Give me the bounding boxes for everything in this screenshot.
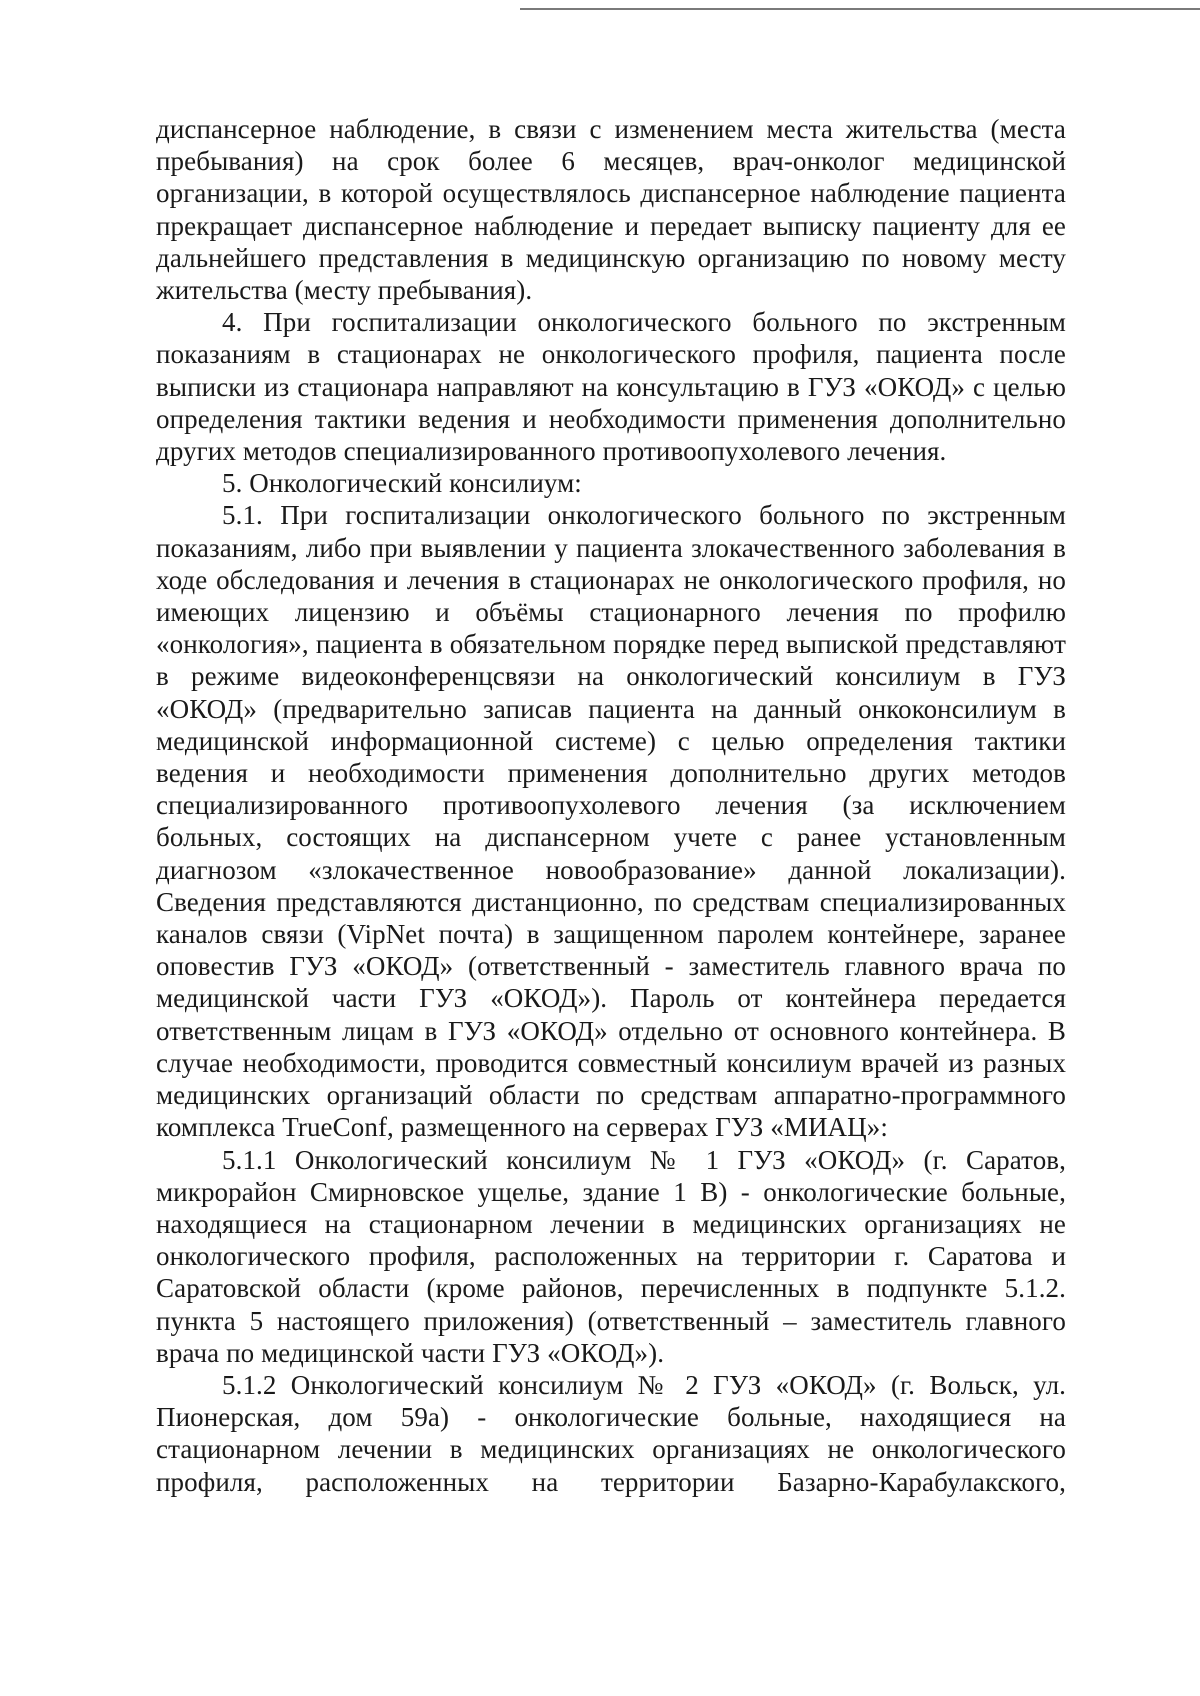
- paragraph-continuation: диспансерное наблюдение, в связи с изменением места жительства (места пребывания) на срок более 6 месяцев, врач-онколог медицинской организации, в которой осуществлялось диспансерное наблюдение пациента прекращает диспансерное наблюдение и передает выписку пациенту для ее дальнейшего представления в медицинскую организацию по новому месту жительства (месту пребывания).: [156, 114, 1066, 306]
- document-body: [156, 113, 1066, 1498]
- page-top-border: [520, 8, 1200, 10]
- paragraph-item-5-1: 5.1. При госпитализации онкологического больного по экстренным показаниям, либо при выявлении у пациента злокачественного заболевания в ходе обследования и лечения в стационарах не онкологического профиля, но имеющих лицензию и объёмы стационарного лечения по профилю «онкология», пациента в обязательном порядке перед выпиской представляют в режиме видеоконференцсвязи на онкологический консилиум в ГУЗ «ОКОД» (предварительно записав пациента на данный онкоконсилиум в медицинской информационной системе) с целью определения тактики ведения и необходимости применения дополнительно других методов специализированного противоопухолевого лечения (за исключением больных, состоящих на диспансерном учете с ранее установленным диагнозом «злокачественное новообразование» данной локализации). Сведения представляются дистанционно, по средствам специализированных каналов связи (VipNet почта) в защищенном паролем контейнере, заранее оповестив ГУЗ «ОКОД» (ответственный - заместитель главного врача по медицинской части ГУЗ «ОКОД»). Пароль от контейнера передается ответственным лицам в ГУЗ «ОКОД» отдельно от основного контейнера. В случае необходимости, проводится совместный консилиум врачей из разных медицинских организаций области по средствам аппаратно-программного комплекса TrueConf, размещенного на серверах ГУЗ «МИАЦ»:: [156, 500, 1066, 1143]
- paragraph-item-5-heading: 5. Онкологический консилиум:: [222, 468, 582, 499]
- paragraph-item-5-1-1: 5.1.1 Онкологический консилиум № 1 ГУЗ «ОКОД» (г. Саратов, микрорайон Смирновское ущелье, здание 1 В) - онкологические больные, находящиеся на стационарном лечении в медицинских организациях не онкологического профиля, расположенных на территории г. Саратова и Саратовской области (кроме районов, перечисленных в подпункте 5.1.2. пункта 5 настоящего приложения) (ответственный – заместитель главного врача по медицинской части ГУЗ «ОКОД»).: [156, 1144, 1066, 1368]
- paragraph-item-5-1-2: 5.1.2 Онкологический консилиум № 2 ГУЗ «ОКОД» (г. Вольск, ул. Пионерская, дом 59а) - онкологические больные, находящиеся на стационарном лечении в медицинских организациях не онкологического профиля, расположенных на территории Базарно-Карабулакского,: [156, 1369, 1066, 1497]
- paragraph-item-4: 4. При госпитализации онкологического больного по экстренным показаниям в стационарах не онкологического профиля, пациента после выписки из стационара направляют на консультацию в ГУЗ «ОКОД» с целью определения тактики ведения и необходимости применения дополнительно других методов специализированного противоопухолевого лечения.: [156, 307, 1066, 467]
